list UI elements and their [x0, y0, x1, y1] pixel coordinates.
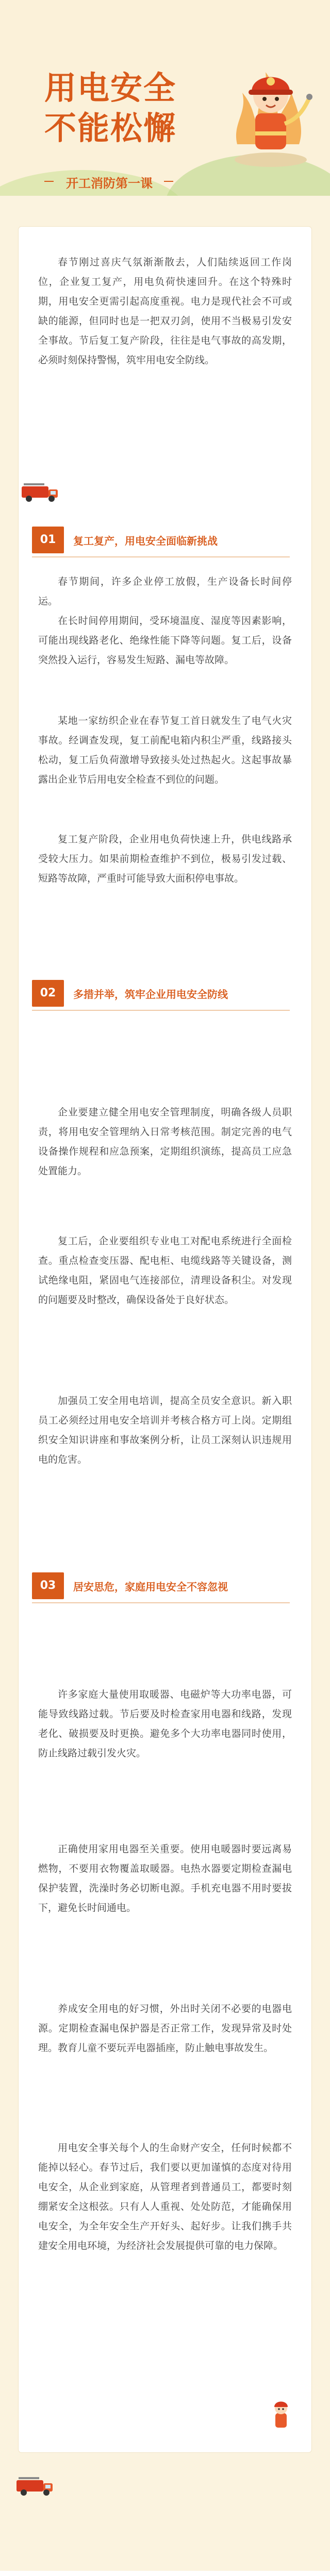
- section-title: 复工复产，用电安全面临新挑战: [73, 535, 218, 547]
- section-title: 多措并举，筑牢企业用电安全防线: [73, 988, 228, 1001]
- section-number: 01: [32, 527, 64, 553]
- subtitle-dash: [44, 181, 54, 182]
- section-title: 居安思危，家庭用电安全不容忽视: [73, 1581, 228, 1593]
- section-paragraph: 春节期间，许多企业停工放假，生产设备长时间停运。: [38, 576, 292, 607]
- section-paragraph: 养成安全用电的好习惯，外出时关闭不必要的电器电源。定期检查漏电保护器是否正常工作，发现异常及时处理。教育儿童不要玩弄电器插座，防止触电事故发生。: [38, 2003, 292, 2054]
- page-subtitle: 开工消防第一课: [66, 176, 153, 191]
- firefighter-mascot-icon: [227, 36, 315, 170]
- section-paragraph: 某地一家纺织企业在春节复工首日就发生了电气火灾事故。经调查发现，复工前配电箱内积尘严重，线路接头松动，复工后负荷激增导致接头处过热起火。这起事故暴露出企业节后用电安全检查不到位的问题。: [38, 715, 292, 785]
- firefighter-mascot-icon: [268, 2396, 294, 2432]
- section-divider: [32, 1602, 290, 1603]
- subtitle-block: [44, 173, 178, 190]
- section-heading-02: [32, 980, 290, 1017]
- section-paragraph: 复工后，企业要组织专业电工对配电系统进行全面检查。重点检查变压器、配电柜、电缆线路等关键设备，测试绝缘电阻，紧固电气连接部位，清理设备积尘。对发现的问题要及时整改，确保设备处于良好状态。: [38, 1235, 292, 1306]
- intro-paragraph: 春节刚过喜庆气氛渐渐散去，人们陆续返回工作岗位，企业复工复产，用电负荷快速回升。在这个特殊时期，用电安全更需引起高度重视。电力是现代社会不可或缺的能源，但同时也是一把双刃剑，使用不当极易引发安全事故。节后复工复产阶段，往往是电气事故的高发期，必须时刻保持警惕，筑牢用电安全防线。: [38, 257, 292, 366]
- header-ground: [0, 196, 330, 227]
- title-line-1: 用电安全: [44, 69, 177, 107]
- section-paragraph: 用电安全事关每个人的生命财产安全，任何时候都不能掉以轻心。春节过后，我们要以更加谨慎的态度对待用电安全，从企业到家庭，从管理者到普通员工，都要时刻绷紧安全这根弦。只有人人重视、处处防范，才能确保用电安全，为全年安全生产开好头、起好步。让我们携手共建安全用电环境，为经济社会发展提供可靠的电力保障。: [38, 2142, 292, 2251]
- section-divider: [32, 1010, 290, 1011]
- section-paragraph: 复工复产阶段，企业用电负荷快速上升，供电线路承受较大压力。如果前期检查维护不到位，极易引发过载、短路等故障，严重时可能导致大面积停电事故。: [38, 834, 292, 884]
- title-line-2: 不能松懈: [44, 109, 177, 147]
- section-number: 02: [32, 980, 64, 1007]
- subtitle-dash: [164, 181, 173, 182]
- section-heading-01: [32, 527, 290, 564]
- section-paragraph: 企业要建立健全用电安全管理制度，明确各级人员职责，将用电安全管理纳入日常考核范围。制定完善的电气设备操作规程和应急预案，定期组织演练，提高员工应急处置能力。: [38, 1107, 292, 1177]
- section-divider: [32, 556, 290, 557]
- fire-truck-icon: [21, 479, 60, 503]
- section-paragraph: 在长时间停用期间，受环境温度、湿度等因素影响，可能出现线路老化、绝缘性能下降等问题。复工后，设备突然投入运行，容易发生短路、漏电等故障。: [38, 615, 292, 666]
- section-paragraph: 加强员工安全用电培训，提高全员安全意识。新入职员工必须经过用电安全培训并考核合格方可上岗。定期组织安全知识讲座和事故案例分析，让员工深刻认识违规用电的危害。: [38, 1395, 292, 1465]
- fire-truck-icon: [15, 2473, 55, 2497]
- header-banner: [0, 0, 330, 227]
- footer-background: [0, 2571, 330, 2576]
- section-paragraph: 许多家庭大量使用取暖器、电磁炉等大功率电器，可能导致线路过载。节后要及时检查家用电器和线路，发现老化、破损要及时更换。避免多个大功率电器同时使用，防止线路过载引发火灾。: [38, 1689, 292, 1759]
- section-number: 03: [32, 1572, 64, 1599]
- page-title: [44, 68, 220, 148]
- section-paragraph: 正确使用家用电器至关重要。使用电暖器时要远离易燃物，不要用衣物覆盖取暖器。电热水器要定期检查漏电保护装置，洗澡时务必切断电源。手机充电器不用时要拔下，避免长时间通电。: [38, 1843, 292, 1913]
- section-heading-03: [32, 1572, 290, 1609]
